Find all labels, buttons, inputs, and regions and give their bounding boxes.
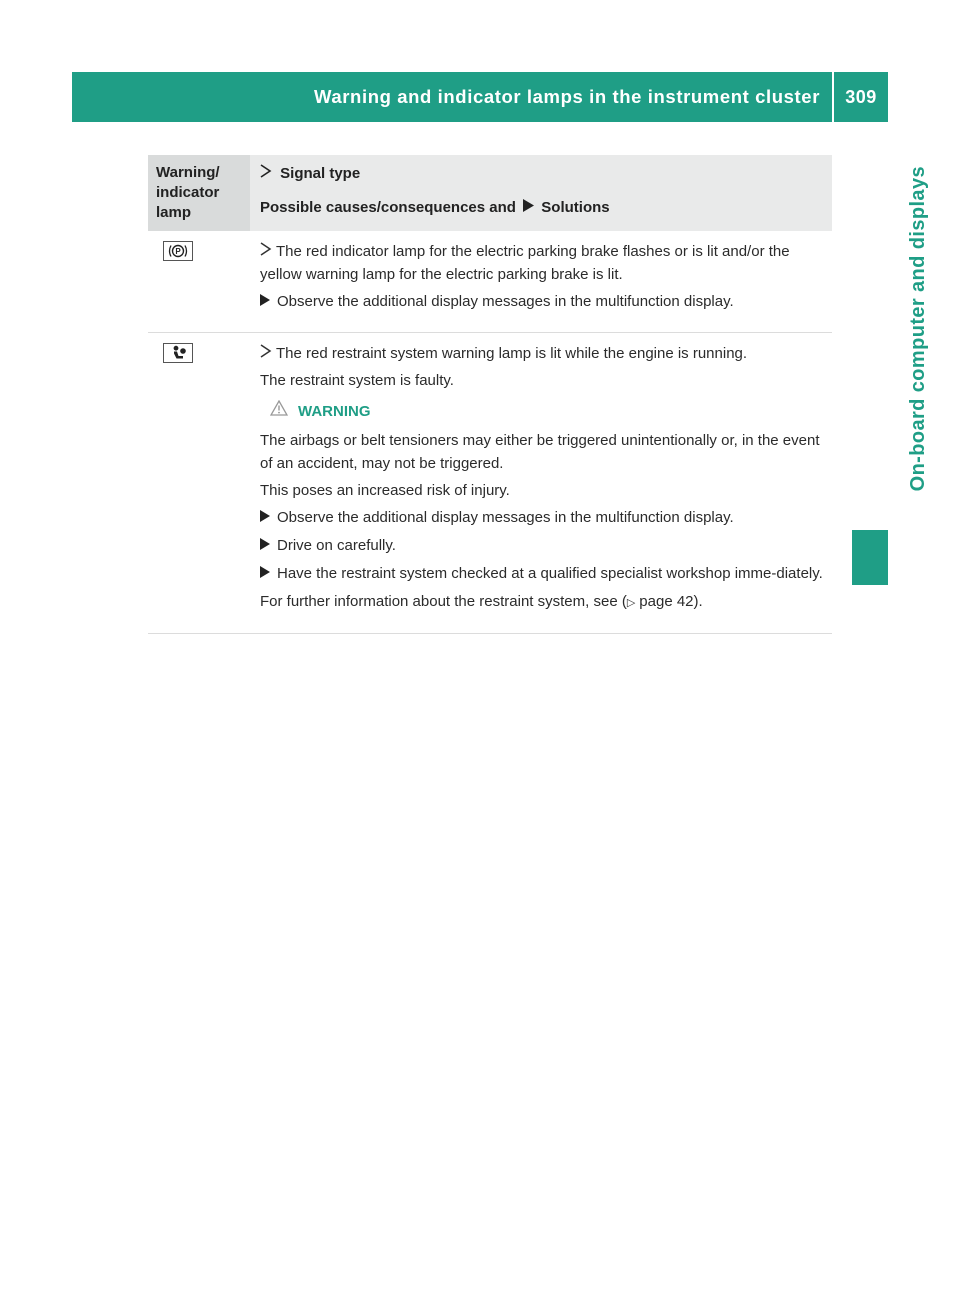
solution-arrow-icon [523,198,534,218]
warning-risk-text: This poses an increased risk of injury. [260,482,510,499]
instruction-text: Observe the additional display messages in the multifunction display. [277,293,734,310]
instruction-arrow-icon [260,534,277,558]
table-header [148,155,832,231]
warning-label: WARNING [298,403,371,420]
table-row [148,333,832,634]
signal-type-icon [260,240,276,263]
warning-text: The airbags or belt tensioners may either be triggered unintentionally or, in the event of an accident, may not be triggered. [260,432,820,472]
warning-heading [260,400,832,423]
page-reference-link[interactable]: page 42). [639,593,703,610]
airbag-restraint-icon [163,343,193,363]
signal-type-icon [260,342,276,365]
section-title: Warning and indicator lamps in the instrument cluster [313,86,820,107]
solutions-label: Solutions [541,199,610,216]
instruction-item [260,506,832,530]
lamp-col-line: Warning/ [156,164,220,181]
lamp-cell [148,231,250,332]
svg-text:P: P [175,247,181,256]
instruction-item [260,534,832,558]
page-reference-arrow-icon: ▷ [626,597,636,609]
instruction-arrow-icon [260,506,277,530]
causes-label: Possible causes/consequences and [260,199,516,216]
further-info-text: For further information about the restraint system, see ( [260,593,627,610]
table-row [148,231,832,333]
chapter-tab-label: On-board computer and displays [907,166,929,492]
parking-brake-icon [163,241,193,261]
lamp-cell [148,333,250,633]
instruction-item [260,562,832,586]
warning-triangle-icon [270,400,298,423]
page-number: 309 [845,86,877,107]
signal-type-icon [260,164,276,184]
signal-cell [250,333,832,633]
signal-cell [250,231,832,332]
signal-type-label: Signal type [280,165,361,182]
lamp-col-line: indicator [156,184,220,201]
lamp-col-line: lamp [156,204,192,221]
page-header [72,72,888,122]
instruction-text: Observe the additional display messages in the multifunction display. [277,509,734,526]
instruction-item [260,290,832,314]
instruction-arrow-icon [260,290,277,314]
warning-lamps-table [148,155,832,634]
instruction-arrow-icon [260,562,277,586]
signal-text: The red indicator lamp for the electric parking brake flashes or is lit and/or the yellow warning lamp for the electric parking brake is lit. [260,243,790,283]
instruction-text: Have the restraint system checked at a qualified specialist workshop imme-diately. [277,565,823,582]
signal-column-header [250,155,832,231]
chapter-tab-marker [852,530,888,585]
instruction-text: Drive on carefully. [277,537,396,554]
cause-text: The restraint system is faulty. [260,372,454,389]
signal-text: The red restraint system warning lamp is lit while the engine is running. [276,345,748,362]
lamp-column-header [148,155,250,231]
